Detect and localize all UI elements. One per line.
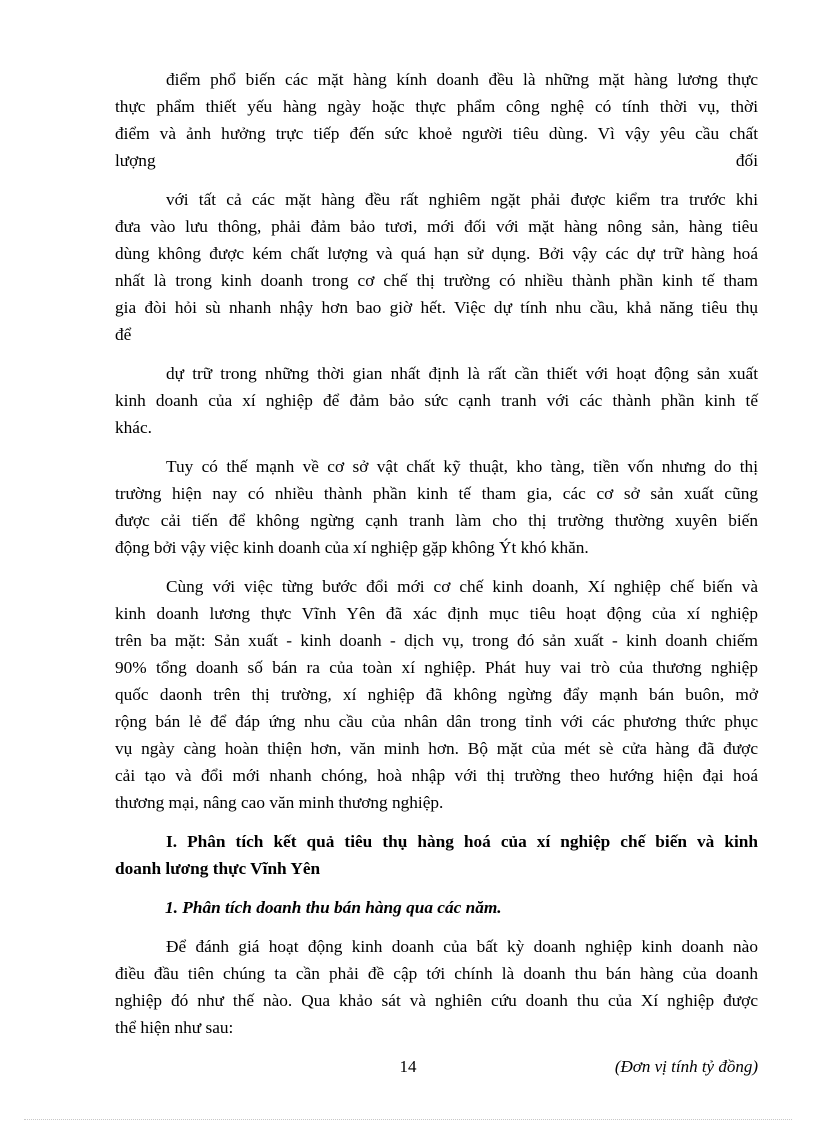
paragraph-line: rộng bán lẻ để đáp ứng nhu cầu của nhân dân trong tỉnh với các phương thức phục <box>115 712 758 731</box>
paragraph-line: kinh doanh lương thực Vĩnh Yên đã xác định mục tiêu hoạt động của xí nghiệp <box>115 604 758 623</box>
page-bottom-divider <box>24 1119 792 1120</box>
section-subheading <box>115 894 758 921</box>
paragraph <box>115 453 758 561</box>
paragraph-line: thương mại, nâng cao văn minh thương nghiệp. <box>115 793 444 812</box>
heading-line: I. Phân tích kết quả tiêu thụ hàng hoá của xí nghiệp chế biến và kinh <box>166 832 758 851</box>
subheading-line: 1. Phân tích doanh thu bán hàng qua các năm. <box>165 898 502 917</box>
paragraph-line: Cùng với việc từng bước đổi mới cơ chế kinh doanh, Xí nghiệp chế biến và <box>166 577 758 596</box>
body-paragraphs <box>115 66 758 816</box>
paragraph-line: đưa vào lưu thông, phải đảm bảo tươi, mới đối với mặt hàng nông sản, hàng tiêu <box>115 217 758 236</box>
paragraph-line: để <box>115 325 132 344</box>
paragraph-line: Để đánh giá hoạt động kinh doanh của bất kỳ doanh nghiệp kinh doanh nào <box>166 937 758 956</box>
paragraph-line: kinh doanh của xí nghiệp để đảm bảo sức cạnh tranh với các thành phần kinh tế <box>115 391 758 410</box>
paragraph-line: với tất cả các mặt hàng đều rất nghiêm ngặt phải được kiểm tra trước khi <box>166 190 758 209</box>
closing-paragraph <box>115 933 758 1041</box>
paragraph-line: khác. <box>115 418 152 437</box>
paragraph <box>115 573 758 816</box>
paragraph-line: thể hiện như sau: <box>115 1018 234 1037</box>
paragraph-line: lượng đối <box>115 151 758 170</box>
page-number: 14 <box>399 1057 417 1076</box>
paragraph-line: 90% tổng doanh số bán ra của toàn xí nghiệp. Phát huy vai trò của thương nghiệp <box>115 658 758 677</box>
paragraph-line: được cải tiến để không ngừng cạnh tranh làm cho thị trường thường xuyên biến <box>115 511 758 530</box>
paragraph-line: điều đầu tiên chúng ta cần phải đề cập tới chính là doanh thu bán hàng của doanh <box>115 964 758 983</box>
paragraph-line: thực phẩm thiết yếu hàng ngày hoặc thực phẩm công nghệ có tính thời vụ, thời <box>115 97 758 116</box>
paragraph-line: trên ba mặt: Sản xuất - kinh doanh - dịch vụ, trong đó sản xuất - kinh doanh chiếm <box>115 631 758 650</box>
paragraph-line: Tuy có thế mạnh về cơ sở vật chất kỹ thuật, kho tàng, tiền vốn nhưng do thị <box>166 457 758 476</box>
paragraph <box>115 360 758 441</box>
paragraph-line: gia đòi hỏi sù nhanh nhậy hơn bao giờ hết. Việc dự tính nhu cầu, khả năng tiêu thụ <box>115 298 758 317</box>
paragraph <box>115 66 758 174</box>
paragraph-line: dự trữ trong những thời gian nhất định là rất cần thiết với hoạt động sản xuất <box>166 364 758 383</box>
paragraph-line: cải tạo và đổi mới nhanh chóng, hoà nhập với thị trường theo hướng hiện đại hoá <box>115 766 758 785</box>
document-body <box>115 66 758 1080</box>
section-heading <box>115 828 758 882</box>
paragraph-line: điểm và ảnh hưởng trực tiếp đến sức khoẻ người tiêu dùng. Vì vậy yêu cầu chất <box>115 124 758 143</box>
heading-line: doanh lương thực Vĩnh Yên <box>115 859 321 878</box>
paragraph-line: dùng không được kém chất lượng và quá hạn sử dụng. Bởi vậy các dự trữ hàng hoá <box>115 244 758 263</box>
paragraph <box>115 186 758 348</box>
paragraph-line: nhất là trong kinh doanh trong cơ chế thị trường có nhiều thành phần kinh tế tham <box>115 271 758 290</box>
paragraph-line: nghiệp đó như thế nào. Qua khảo sát và nghiên cứu doanh thu của Xí nghiệp được <box>115 991 758 1010</box>
paragraph-line: động bởi vậy việc kinh doanh của xí nghiệp gặp không Ýt khó khăn. <box>115 538 589 557</box>
paragraph-line: vụ ngày càng hoàn thiện hơn, văn minh hơn. Bộ mặt của mét sè cửa hàng đã được <box>115 739 758 758</box>
paragraph-line: điểm phổ biến các mặt hàng kính doanh đều là những mặt hàng lương thực <box>166 70 758 89</box>
unit-note: (Đơn vị tính tỷ đồng) <box>614 1057 758 1076</box>
paragraph-line: quốc daonh trên thị trường, xí nghiệp đã không ngừng đẩy mạnh bán buôn, mở <box>115 685 758 704</box>
paragraph-line: trường hiện nay có nhiều thành phần kinh tế tham gia, các cơ sở sản xuất cũng <box>115 484 758 503</box>
